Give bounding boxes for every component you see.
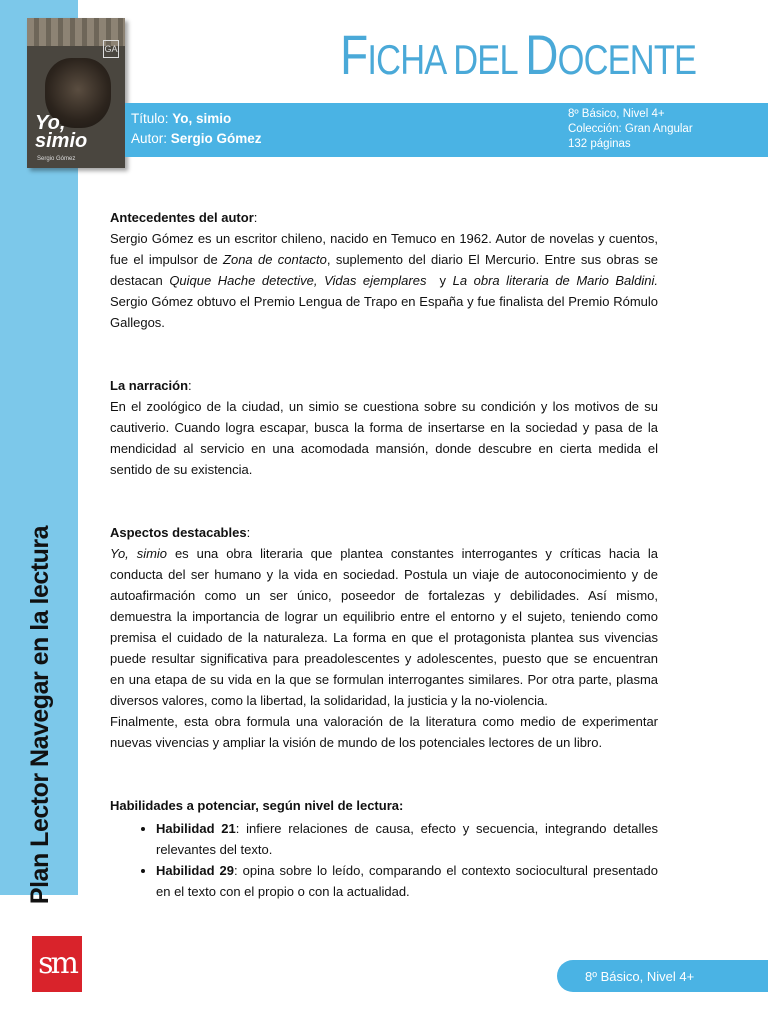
skill-text: : infiere relaciones de causa, efecto y secuencia, integrando detalles relevantes del texto. <box>156 821 658 857</box>
book-info <box>131 109 262 149</box>
cover-title-line2: simio <box>35 130 88 152</box>
section-heading: Aspectos destacables <box>110 525 247 540</box>
list-item <box>156 860 658 902</box>
side-label: Plan Lector Navegar en la lectura <box>26 525 54 905</box>
highlights-paragraph <box>110 543 658 711</box>
skill-label: Habilidad 29 <box>156 863 234 878</box>
heading-colon: : <box>253 210 258 225</box>
cover-title-line1: Yo, <box>35 112 66 134</box>
skills-list <box>110 818 658 902</box>
title-row <box>131 109 262 129</box>
page-title <box>340 22 696 87</box>
cover-title <box>35 114 87 150</box>
section-highlights <box>110 522 658 753</box>
book-cover-image <box>27 18 125 168</box>
heading-colon: : <box>188 378 192 393</box>
italic-span: La obra literaria de Mario Baldini. <box>452 273 659 288</box>
info-band <box>125 103 768 157</box>
section-heading: Antecedentes del autor <box>110 210 254 225</box>
title-cap-f: F <box>339 23 368 86</box>
author-row <box>131 129 262 149</box>
section-heading: Habilidades a potenciar, según nivel de lectura: <box>110 798 404 813</box>
title-cap-d: D <box>525 23 558 86</box>
heading-colon: : <box>246 525 251 540</box>
italic-span: Yo, simio <box>110 546 168 561</box>
skill-text: : opina sobre lo leído, comparando el contexto sociocultural presentado en el texto con el propio o con la actualidad. <box>156 863 658 899</box>
title-rest-2: OCENTE <box>557 36 696 83</box>
text-span: y <box>426 273 453 288</box>
cover-badge: GA <box>103 40 119 58</box>
text-span: es una obra literaria que plantea constantes interrogantes y críticas hacia la conducta del ser humano y la vida en sociedad. Postula un viaje de autoconocimiento y de autoafirmación como un ser único, poseedor de fortalezas y debilidades. Así mismo, demuestra la importancia de lograr un equilibrio entre el entorno y el sujeto, teniendo como premisa el cuidado de la naturaleza. La forma en que el protagonista plantea sus vivencias puede resultar significativa para preadolescentes y adolescentes, puesto que se encuentran en una etapa de su vida en la que se formulan interrogantes similares. Por otra parte, plasma diversos valores, como la libertad, la solidaridad, la justicia y la no-violencia. <box>110 546 658 708</box>
pages-text: 132 páginas <box>568 138 631 150</box>
level-text: 8º Básico, Nivel 4+ <box>568 108 665 120</box>
collection-text: Colección: Gran Angular <box>568 123 693 135</box>
italic-span: Quique Hache detective, Vidas ejemplares <box>169 273 427 288</box>
author-paragraph <box>110 228 658 333</box>
narration-paragraph: En el zoológico de la ciudad, un simio se cuestiona sobre su condición y los motivos de su cautiverio. Cuando logra escapar, busca la forma de insertarse en la sociedad y pasa de la mendicidad al servicio en una acomodada mansión, donde descubre en cierta medida el sentido de su existencia. <box>110 399 658 477</box>
italic-span: Zona de contacto <box>223 252 327 267</box>
author-value: Sergio Gómez <box>170 131 262 146</box>
section-narration <box>110 375 658 480</box>
footer-level-badge: 8º Básico, Nivel 4+ <box>557 960 768 992</box>
main-content <box>110 207 658 902</box>
title-value: Yo, simio <box>172 111 232 126</box>
book-meta <box>568 107 693 152</box>
title-label: Título: <box>131 111 173 126</box>
section-skills <box>110 795 658 902</box>
section-heading: La narración <box>110 378 189 393</box>
text-span: , suplemento del diario El Mercurio. Entre sus obras se destacan <box>110 252 658 288</box>
highlights-paragraph-2: Finalmente, esta obra formula una valoración de la literatura como medio de experimentar nuevas vivencias y ampliar la visión de mundo de los potenciales lectores de un libro. <box>110 714 658 750</box>
text-span: Sergio Gómez es un escritor chileno, nacido en Temuco en 1962. Autor de novelas y cuentos, fue el impulsor de <box>110 231 658 267</box>
cover-author: Sergio Gómez <box>37 156 76 162</box>
section-author-background <box>110 207 658 333</box>
sm-logo: sm <box>32 936 82 992</box>
skill-label: Habilidad 21 <box>156 821 236 836</box>
list-item <box>156 818 658 860</box>
title-rest-1: ICHA DEL <box>367 36 526 83</box>
text-span: Sergio Gómez obtuvo el Premio Lengua de Trapo en España y fue finalista del Premio Rómulo Gallegos. <box>110 294 658 330</box>
author-label: Autor: <box>131 131 171 146</box>
